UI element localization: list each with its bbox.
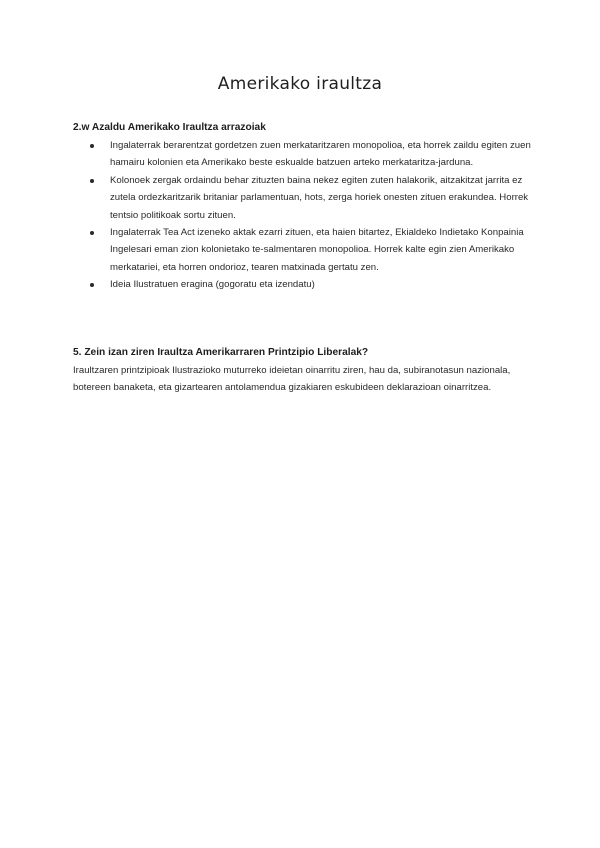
list-item — [73, 224, 533, 276]
list-item — [73, 276, 533, 293]
list-item — [73, 172, 533, 224]
list-item — [73, 137, 533, 172]
bullet-icon — [90, 231, 94, 235]
section-liberal-principles — [73, 346, 533, 397]
section-paragraph: Iraultzaren printzipioak Ilustrazioko muturreko ideietan oinarritu ziren, hau da, subiranotasun nazionala, botereen banaketa, eta gizartearen antolamendua gizakiaren eskubideen deklarazioan oinarritzea. — [73, 365, 511, 394]
list-item-text: Ingalaterrak Tea Act izeneko aktak ezarri zituen, eta haien bitartez, Ekialdeko Indietako Konpainia Ingelesari eman zion kolonietako te-salmentaren monopolioa. Horrek kalte egin zien Amerikako merkatariei, eta horren ondorioz, tearen matxinada gertatu zen. — [110, 227, 524, 273]
list-item-text: Kolonoek zergak ordaindu behar zituzten baina nekez egiten zuten halakorik, aitzakitzat jarrita ez zutela ordezkaritzarik britaniar parlamentuan, hots, zerga horiek onesten zituen erakundea. Horrek tentsio politikoak sortu zituen. — [110, 174, 529, 221]
bullet-icon — [90, 283, 94, 287]
section-heading: 2.w Azaldu Amerikako Iraultza arrazoiak — [73, 122, 266, 133]
document-title: Amerikako iraultza — [217, 74, 383, 94]
list-item-text: Ingalaterrak berarentzat gordetzen zuen merkataritzaren monopolioa, eta horrek zaildu egiten zuen hamairu kolonien eta Amerikako beste eskualde batzuen arteko merkataritza-jarduna. — [110, 140, 531, 169]
section-heading: 5. Zein izan ziren Iraultza Amerikarraren Printzipio Liberalak? — [73, 347, 369, 358]
bullet-icon — [90, 144, 94, 148]
section-reasons — [73, 121, 533, 294]
list-item-text: Ideia Ilustratuen eragina (gogoratu eta izendatu) — [110, 279, 315, 291]
bullet-icon — [90, 179, 94, 183]
reasons-list — [73, 137, 533, 294]
